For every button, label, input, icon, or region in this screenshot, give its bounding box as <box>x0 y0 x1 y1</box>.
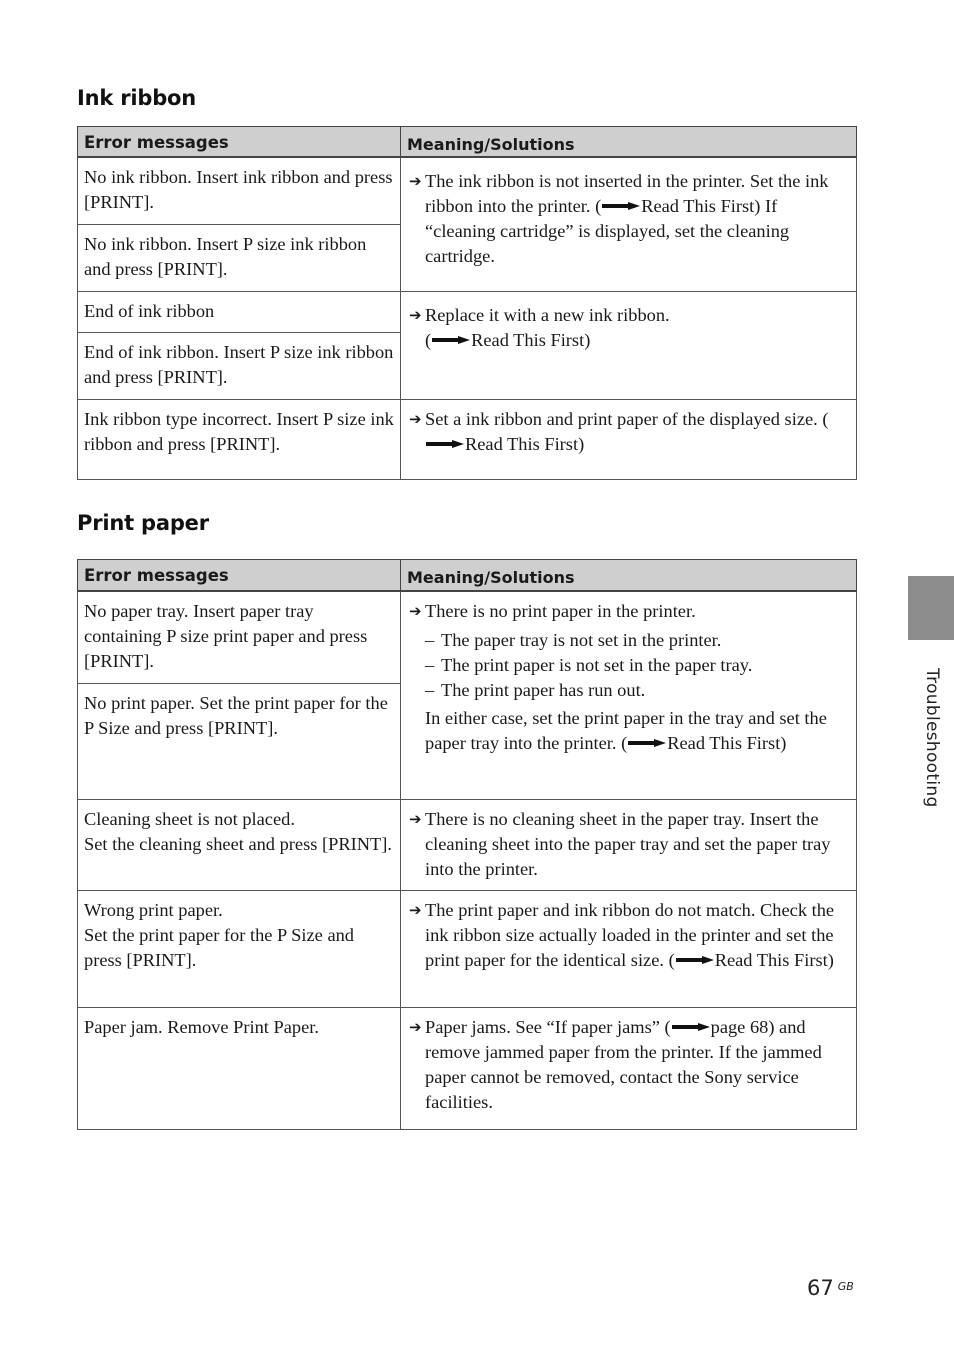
solution-line: ➔ Replace it with a new ink ribbon. <box>409 303 850 328</box>
solution-instruction: In either case, set the print paper in the tray and set the paper tray into the printer. ( Read This First) <box>425 707 827 753</box>
solution-line: ➔ There is no print paper in the printer. <box>409 599 850 624</box>
list-item: – The print paper is not set in the paper tray. <box>425 653 850 678</box>
solution-line: ➔ There is no cleaning sheet in the paper tray. Insert the cleaning sheet into the paper tray and set the paper tray into the printer. <box>409 808 831 879</box>
list-item: – The paper tray is not set in the printer. <box>425 628 850 653</box>
reference-arrow-icon <box>426 439 464 449</box>
error-message-cell: Wrong print paper. Set the print paper for the P Size and press [PRINT]. <box>78 890 401 1007</box>
error-message-cell: No ink ribbon. Insert ink ribbon and press [PRINT]. <box>78 157 401 225</box>
table-header-row <box>78 127 857 158</box>
reference-arrow-icon <box>672 1022 710 1032</box>
right-arrow-icon: ➔ <box>409 900 422 919</box>
right-arrow-icon: ➔ <box>409 809 422 828</box>
error-message-cell: End of ink ribbon. Insert P size ink ribbon and press [PRINT]. <box>78 333 401 400</box>
section-title-print-paper: Print paper <box>77 511 209 535</box>
reference-arrow-icon <box>432 335 470 345</box>
solution-cell <box>401 400 857 480</box>
solution-line: ➔ Set a ink ribbon and print paper of the displayed size. (Read This First) <box>409 409 829 454</box>
table-header-row <box>78 560 857 591</box>
solution-cell <box>401 157 857 292</box>
page-number: 67 $^{GB}$ <box>807 1276 854 1300</box>
error-message-cell: No print paper. Set the print paper for the P Size and press [PRINT]. <box>78 683 401 799</box>
section-title-ink-ribbon: Ink ribbon <box>77 86 197 110</box>
page-region-suffix: GB <box>837 1280 854 1293</box>
column-header-meaning-solutions: Meaning/Solutions <box>401 560 857 591</box>
table-row <box>78 591 857 684</box>
error-message-cell: Ink ribbon type incorrect. Insert P size ink ribbon and press [PRINT]. <box>78 400 401 480</box>
section-side-tab <box>908 576 954 640</box>
error-message-cell: Paper jam. Remove Print Paper. <box>78 1007 401 1129</box>
solution-cell <box>401 799 857 890</box>
solution-line: ➔ Paper jams. See “If paper jams” ( page 68) and remove jammed paper from the printer. If the jammed paper cannot be removed, contact the Sony service facilities. <box>409 1016 822 1112</box>
reference-arrow-icon <box>628 738 666 748</box>
solution-cell <box>401 890 857 1007</box>
column-header-error-messages: Error messages <box>78 127 401 158</box>
ink-ribbon-table <box>77 126 857 480</box>
column-header-error-messages: Error messages <box>78 560 401 591</box>
side-tab-label: Troubleshooting <box>922 668 942 808</box>
error-message-cell: Cleaning sheet is not placed. Set the cleaning sheet and press [PRINT]. <box>78 799 401 890</box>
cause-list <box>425 628 850 703</box>
solution-line: ➔ The ink ribbon is not inserted in the printer. Set the ink ribbon into the printer. ( Read This First) If “cleaning cartridge” is displayed, set the cleaning cartridge. <box>409 171 829 266</box>
solution-cell <box>401 292 857 400</box>
table-row <box>78 292 857 333</box>
error-message-cell: No paper tray. Insert paper tray containing P size print paper and press [PRINT]. <box>78 591 401 684</box>
table-row <box>78 890 857 1007</box>
solution-cell <box>401 1007 857 1129</box>
right-arrow-icon: ➔ <box>409 601 422 620</box>
right-arrow-icon: ➔ <box>409 1017 422 1036</box>
error-message-cell: End of ink ribbon <box>78 292 401 333</box>
table-row <box>78 400 857 480</box>
table-row <box>78 1007 857 1129</box>
table-row <box>78 157 857 225</box>
right-arrow-icon: ➔ <box>409 172 422 190</box>
solution-reference: ( Read This First) <box>425 330 591 350</box>
reference-arrow-icon <box>676 955 714 965</box>
table-row <box>78 799 857 890</box>
print-paper-table <box>77 559 857 1130</box>
right-arrow-icon: ➔ <box>409 410 422 428</box>
solution-cell <box>401 591 857 800</box>
right-arrow-icon: ➔ <box>409 306 422 324</box>
solution-line: ➔ The print paper and ink ribbon do not match. Check the ink ribbon size actually loaded in the printer and set the print paper for the identical size. ( Read This First) <box>409 899 835 970</box>
reference-arrow-icon <box>602 201 640 211</box>
error-message-cell: No ink ribbon. Insert P size ink ribbon and press [PRINT]. <box>78 225 401 292</box>
list-item: – The print paper has run out. <box>425 678 850 703</box>
column-header-meaning-solutions: Meaning/Solutions <box>401 127 857 158</box>
